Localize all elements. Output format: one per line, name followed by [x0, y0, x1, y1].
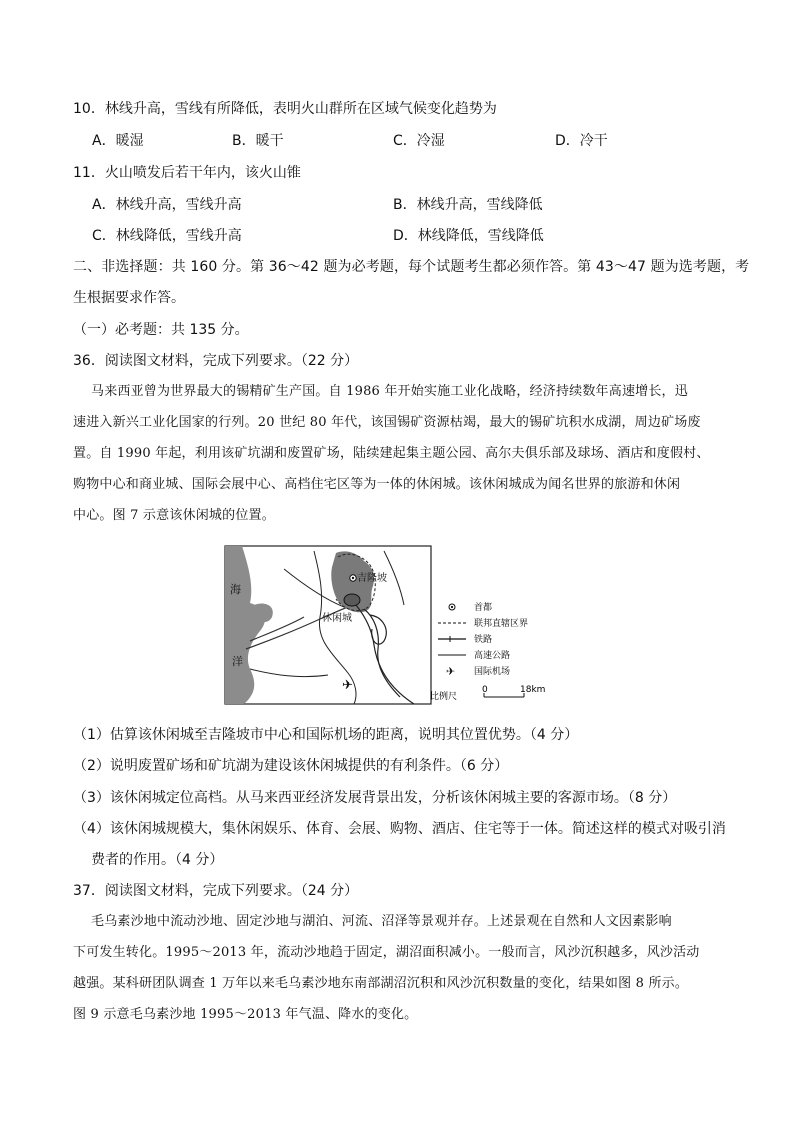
section2-heading-line1: 二、非选择题：共 160 分。第 36～42 题为必考题，每个试题考生都必须作答。第 43～47 题为选考题，考 [73, 259, 750, 275]
q36-part-4: （4）该休闲城规模大，集休闲娱乐、体育、会展、购物、酒店、住宅等于一体。简述这样的模式对吸引消 [73, 821, 726, 837]
map-legend [430, 601, 545, 702]
sea-label-2: 洋 [232, 655, 243, 668]
q36-passage-line: 中心。图 7 示意该休闲城的位置。 [73, 508, 275, 523]
q10-option-c[interactable]: C．冷湿 [393, 133, 445, 149]
q36-part-2: （2）说明废置矿场和矿坑湖为建设该休闲城提供的有利条件。（6 分） [73, 758, 509, 774]
airport-icon: ✈ [342, 678, 353, 693]
scale-label: 比例尺 [430, 692, 458, 702]
q37-stem: 37．阅读图文材料，完成下列要求。（24 分） [73, 883, 359, 899]
q36-passage-line: 置。自 1990 年起，利用该矿坑湖和废置矿场，陆续建起集主题公园、高尔夫俱乐部及球场、酒店和度假村、 [73, 446, 710, 461]
section2-heading-line2: 生根据要求作答。 [73, 290, 185, 306]
required-section-heading: （一）必考题：共 135 分。 [73, 322, 249, 338]
map-svg [224, 545, 554, 705]
q10-option-a[interactable]: A．暖湿 [92, 133, 144, 149]
q11-option-a[interactable]: A．林线升高，雪线升高 [92, 197, 242, 213]
legend-airport: 国际机场 [474, 667, 511, 677]
q37-passage-line: 毛乌素沙地中流动沙地、固定沙地与湖泊、河流、沼泽等景观并存。上述景观在自然和人文因素影响 [91, 914, 672, 929]
leisure-city-label: 休闲城 [322, 613, 352, 624]
figure-7-map [224, 545, 554, 705]
q11-option-d[interactable]: D．林线降低，雪线降低 [393, 228, 544, 244]
q36-stem: 36．阅读图文材料，完成下列要求。（22 分） [73, 353, 359, 369]
q36-passage-line: 马来西亚曾为世界最大的锡精矿生产国。自 1986 年开始实施工业化战略，经济持续数年高速增长，迅 [91, 384, 688, 399]
q11-option-b[interactable]: B．林线升高，雪线降低 [393, 197, 543, 213]
sea-label-1: 海 [230, 583, 241, 596]
kuala-lumpur-label: 吉隆坡 [357, 573, 387, 584]
q36-part-1: （1）估算该休闲城至吉隆坡市中心和国际机场的距离，说明其位置优势。（4 分） [73, 727, 579, 743]
scale-zero: 0 [482, 685, 488, 695]
q10-stem: 10．林线升高，雪线有所降低，表明火山群所在区域气候变化趋势为 [73, 101, 497, 117]
leisure-city-marker [344, 594, 360, 606]
q10-option-b[interactable]: B．暖干 [232, 133, 284, 149]
capital-marker-dot [352, 577, 354, 579]
legend-federal-boundary: 联邦直辖区界 [474, 619, 529, 629]
q36-part-3: （3）该休闲城定位高档。从马来西亚经济发展背景出发，分析该休闲城主要的客源市场。（8 分） [73, 790, 677, 806]
q36-passage-line: 速进入新兴工业化国家的行列。20 世纪 80 年代，该国锡矿资源枯竭，最大的锡矿坑积水成湖，周边矿场废 [73, 415, 701, 430]
q37-passage-line: 图 9 示意毛乌素沙地 1995～2013 年气温、降水的变化。 [73, 1007, 418, 1022]
scale-max: 18km [520, 685, 546, 695]
legend-airport-icon: ✈ [446, 665, 456, 678]
legend-capital: 首都 [474, 603, 493, 613]
legend-highway: 高速公路 [474, 651, 511, 661]
legend-railway: 铁路 [474, 635, 493, 645]
q11-option-c[interactable]: C．林线降低，雪线升高 [92, 228, 242, 244]
q36-part-4-cont: 费者的作用。（4 分） [91, 852, 224, 868]
q37-passage-line: 下可发生转化。1995～2013 年，流动沙地趋于固定，湖沼面积减小。一般而言，风沙沉积越多，风沙活动 [73, 945, 700, 960]
q37-passage-line: 越强。某科研团队调查 1 万年以来毛乌素沙地东南部湖沼沉积和风沙沉积数量的变化，结果如图 8 所示。 [73, 976, 689, 991]
q10-option-d[interactable]: D．冷干 [555, 133, 608, 149]
q11-stem: 11．火山喷发后若干年内，该火山锥 [73, 165, 301, 181]
q36-passage-line: 购物中心和商业城、国际会展中心、高档住宅区等为一体的休闲城。该休闲城成为闻名世界的旅游和休闲 [73, 477, 681, 492]
